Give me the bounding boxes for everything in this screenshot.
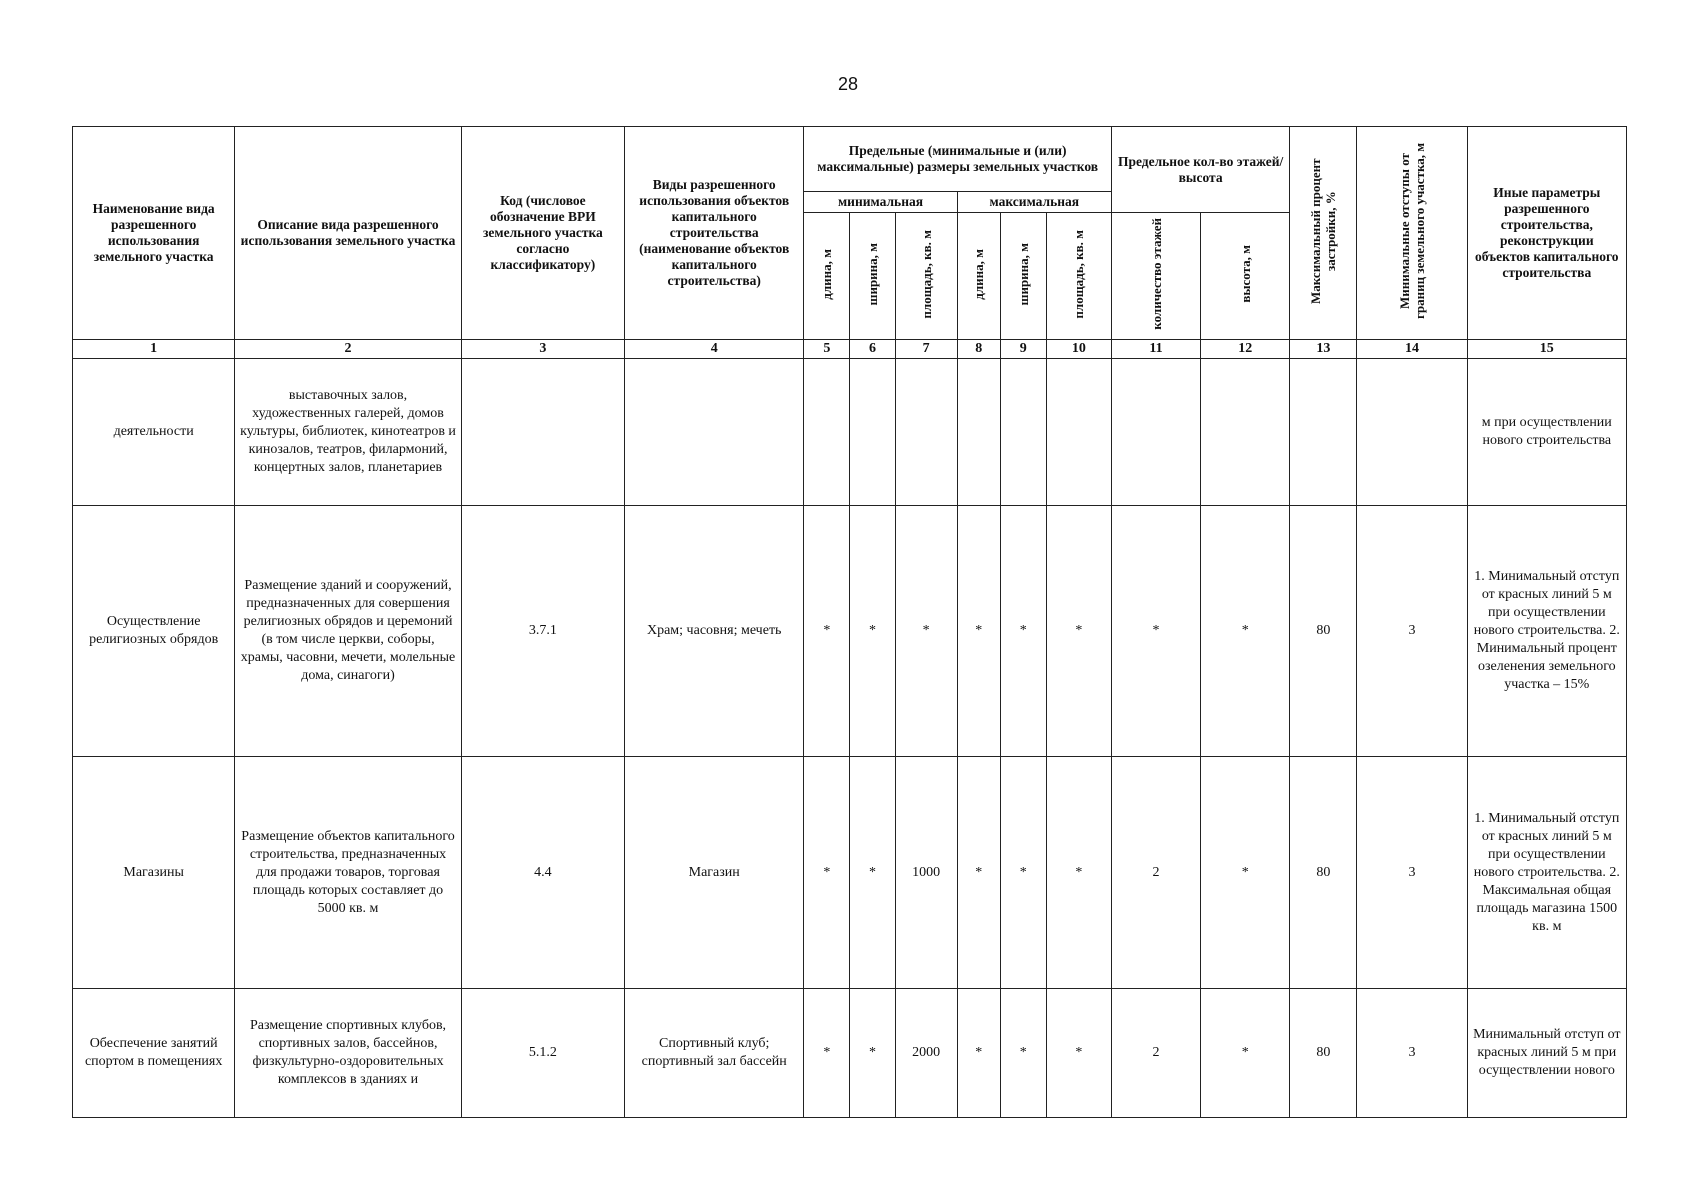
cell-other: м при осуществлении нового строительства [1467, 359, 1626, 506]
cell-max-area: * [1046, 757, 1111, 989]
cell-name: Осуществление религиозных обрядов [73, 506, 235, 757]
column-number: 9 [1000, 340, 1046, 359]
cell-min-length: * [804, 506, 850, 757]
cell-min-setback: 3 [1357, 506, 1467, 757]
cell-max-width: * [1000, 989, 1046, 1118]
cell-code [461, 359, 624, 506]
header-other: Иные параметры разрешенного строительства, реконструкции объектов капитального строительства [1467, 127, 1626, 340]
header-max-area-cell [1046, 213, 1111, 340]
cell-other: 1. Минимальный отступ от красных линий 5 м при осуществлении нового строительства. 2. Максимальная общая площадь магазина 1500 кв. м [1467, 757, 1626, 989]
cell-description: Размещение спортивных клубов, спортивных залов, бассейнов, физкультурно-оздоровительных комплексов в зданиях и [235, 989, 461, 1118]
table-row [73, 757, 1627, 989]
cell-min-area: 2000 [895, 989, 957, 1118]
cell-max-area [1046, 359, 1111, 506]
header-min-length: длина, м [819, 248, 835, 300]
column-number: 15 [1467, 340, 1626, 359]
cell-max-percent: 80 [1290, 989, 1357, 1118]
cell-min-setback: 3 [1357, 989, 1467, 1118]
table-row [73, 989, 1627, 1118]
header-height: высота, м [1237, 245, 1253, 303]
cell-floors [1111, 359, 1200, 506]
cell-code: 4.4 [461, 757, 624, 989]
cell-description: Размещение объектов капитального строительства, предназначенных для продажи товаров, торговая площадь которых составляет до 5000 кв. м [235, 757, 461, 989]
table-row [73, 506, 1627, 757]
cell-floors: 2 [1111, 989, 1200, 1118]
cell-max-length: * [957, 757, 1000, 989]
header-min-length-cell [804, 213, 850, 340]
cell-kinds [625, 359, 804, 506]
cell-kinds: Храм; часовня; мечеть [625, 506, 804, 757]
cell-max-width: * [1000, 757, 1046, 989]
header-floors-group: Предельное кол-во этажей/высота [1111, 127, 1289, 213]
header-name: Наименование вида разрешенного использования земельного участка [73, 127, 235, 340]
cell-description: выставочных залов, художественных галерей, домов культуры, библиотек, кинотеатров и кинозалов, театров, филармоний, концертных залов, планетариев [235, 359, 461, 506]
header-min-width: ширина, м [865, 242, 880, 306]
cell-kinds: Магазин [625, 757, 804, 989]
column-number: 2 [235, 340, 461, 359]
cell-height: * [1201, 757, 1290, 989]
cell-min-width: * [850, 757, 895, 989]
cell-other: 1. Минимальный отступ от красных линий 5 м при осуществлении нового строительства. 2. Минимальный процент озеленения земельного участка – 15% [1467, 506, 1626, 757]
cell-min-setback: 3 [1357, 757, 1467, 989]
cell-min-width [850, 359, 895, 506]
cell-kinds: Спортивный клуб; спортивный зал бассейн [625, 989, 804, 1118]
cell-height: * [1201, 989, 1290, 1118]
table-row [73, 359, 1627, 506]
column-number: 5 [804, 340, 850, 359]
header-row [73, 127, 1627, 192]
cell-name: Магазины [73, 757, 235, 989]
cell-height [1201, 359, 1290, 506]
header-max-length-cell [957, 213, 1000, 340]
column-number: 4 [625, 340, 804, 359]
header-maximal: максимальная [957, 192, 1111, 213]
cell-name: деятельности [73, 359, 235, 506]
cell-max-width: * [1000, 506, 1046, 757]
cell-max-area: * [1046, 989, 1111, 1118]
cell-min-length: * [804, 757, 850, 989]
cell-max-length: * [957, 989, 1000, 1118]
header-min-width-cell [850, 213, 895, 340]
header-max-percent-cell [1290, 127, 1357, 340]
cell-max-area: * [1046, 506, 1111, 757]
page-number: 28 [837, 74, 859, 94]
cell-code: 3.7.1 [461, 506, 624, 757]
column-number: 11 [1111, 340, 1200, 359]
header-max-width-cell [1000, 213, 1046, 340]
header-max-length: длина, м [971, 248, 987, 300]
cell-description: Размещение зданий и сооружений, предназначенных для совершения религиозных обрядов и церемоний (в том числе церкви, соборы, храмы, часовни, мечети, молельные дома, синагоги) [235, 506, 461, 757]
regulations-table [72, 126, 1627, 1118]
cell-max-length: * [957, 506, 1000, 757]
cell-min-setback [1357, 359, 1467, 506]
cell-max-percent: 80 [1290, 506, 1357, 757]
cell-max-percent [1290, 359, 1357, 506]
column-number: 14 [1357, 340, 1467, 359]
cell-min-area: 1000 [895, 757, 957, 989]
cell-min-width: * [850, 989, 895, 1118]
cell-min-area [895, 359, 957, 506]
cell-name: Обеспечение занятий спортом в помещениях [73, 989, 235, 1118]
header-kinds: Виды разрешенного использования объектов капитального строительства (наименование объектов капитального строительства) [625, 127, 804, 340]
column-number: 3 [461, 340, 624, 359]
header-floors: количество этажей [1148, 218, 1164, 330]
cell-max-length [957, 359, 1000, 506]
column-number-row [73, 340, 1627, 359]
header-max-width: ширина, м [1015, 242, 1031, 306]
cell-min-length [804, 359, 850, 506]
header-max-percent: Максимальный процент застройки, % [1308, 158, 1339, 304]
header-code: Код (числовое обозначение ВРИ земельного участка согласно классификатору) [461, 127, 624, 340]
header-height-cell [1201, 213, 1290, 340]
header-minimal: минимальная [804, 192, 957, 213]
header-description: Описание вида разрешенного использования земельного участка [235, 127, 461, 340]
cell-min-length: * [804, 989, 850, 1118]
header-min-setback: Минимальные отступы от границ земельного участка, м [1397, 142, 1427, 320]
header-max-area: площадь, кв. м [1071, 229, 1087, 319]
cell-floors: 2 [1111, 757, 1200, 989]
column-number: 6 [850, 340, 895, 359]
column-number: 1 [73, 340, 235, 359]
column-number: 12 [1201, 340, 1290, 359]
cell-max-percent: 80 [1290, 757, 1357, 989]
cell-height: * [1201, 506, 1290, 757]
cell-other: Минимальный отступ от красных линий 5 м при осуществлении нового [1467, 989, 1626, 1118]
header-min-area-cell [895, 213, 957, 340]
header-limits: Предельные (минимальные и (или) максимальные) размеры земельных участков [804, 127, 1112, 192]
column-number: 10 [1046, 340, 1111, 359]
cell-min-area: * [895, 506, 957, 757]
cell-max-width [1000, 359, 1046, 506]
column-number: 7 [895, 340, 957, 359]
header-min-area: площадь, кв. м [918, 229, 934, 319]
cell-min-width: * [850, 506, 895, 757]
header-floors-cell [1111, 213, 1200, 340]
cell-code: 5.1.2 [461, 989, 624, 1118]
column-number: 13 [1290, 340, 1357, 359]
header-min-setback-cell [1357, 127, 1467, 340]
cell-floors: * [1111, 506, 1200, 757]
column-number: 8 [957, 340, 1000, 359]
